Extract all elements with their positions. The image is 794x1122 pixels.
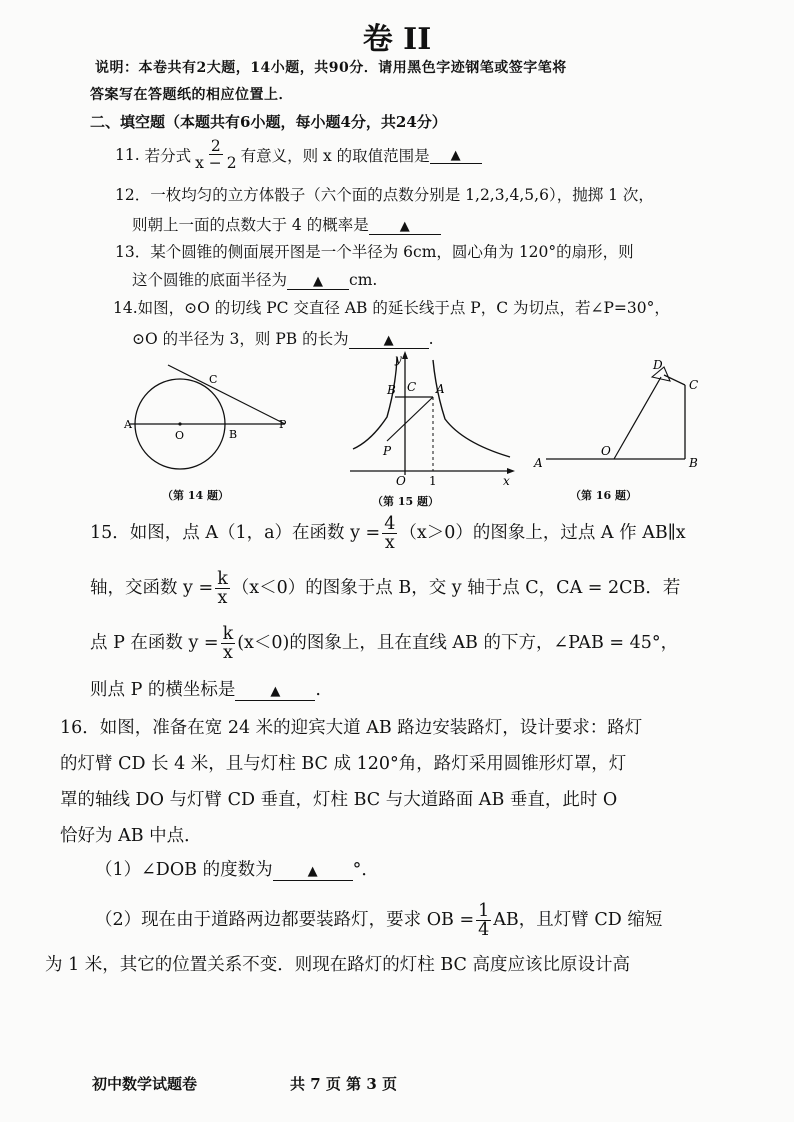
q11-text-post: 有意义，则 x 的取值范围是: [240, 146, 430, 165]
q12-line-2: [132, 213, 441, 235]
q13-line-1: 13．某个圆锥的侧面展开图是一个半径为 6cm，圆心角为 120°的扇形，则: [115, 243, 634, 261]
answer-placeholder-mark: ▲: [313, 274, 324, 289]
fig16-label-a: A: [534, 456, 543, 470]
paper-title: 卷 II: [362, 22, 432, 57]
fraction-numerator: 4: [384, 514, 396, 534]
q15-l4-pre: 则点 P 的横坐标是: [90, 680, 236, 700]
q15-l1-post: （x＞0）的图象上，过点 A 作 AB∥x: [399, 523, 686, 544]
q16-p1-pre: （1）∠DOB 的度数为: [95, 860, 273, 880]
fraction-numerator: k: [217, 569, 228, 589]
q12-answer-blank: [369, 216, 441, 235]
fig14-label-c: C: [209, 373, 218, 386]
curve-y-4-over-x: [433, 360, 510, 457]
q15-l4-post: .: [315, 680, 321, 700]
fig15-label-o: O: [396, 474, 406, 488]
q15-l3-fraction: [221, 625, 236, 663]
axis-do: [614, 377, 661, 459]
q13-text: 这个圆锥的底面半径为: [132, 271, 288, 289]
fig16-label-o: O: [601, 444, 611, 458]
figure-15-inverse-functions: [345, 345, 525, 495]
fig15-label-a: A: [436, 382, 445, 396]
q16-p2-pre: （2）现在由于道路两边都要装路灯，要求 OB =: [95, 910, 475, 931]
answer-placeholder-mark: ▲: [383, 333, 394, 348]
fraction-denominator: 4: [478, 920, 490, 941]
q11-fraction-denominator: x − 2: [195, 154, 237, 173]
q16-p1-post: °．: [352, 860, 379, 880]
q11-text-pre: 若分式: [144, 146, 192, 165]
answer-placeholder-mark: ▲: [450, 148, 461, 164]
fig14-label-p: P: [279, 418, 287, 431]
q16-p2-post: AB，且灯臂 CD 缩短: [493, 910, 663, 931]
fraction-numerator: k: [222, 624, 234, 644]
q15-line-4: [90, 682, 321, 701]
q16-p1-answer-blank: [273, 862, 353, 881]
q15-l2-fraction: [215, 570, 230, 608]
q11-fraction: [193, 138, 238, 172]
q13-line-2: [132, 268, 377, 290]
question-11: [115, 138, 482, 172]
q14-line-1: 14.如图，⊙O 的切线 PC 交直径 AB 的延长线于点 P，C 为切点，若∠P=30°，: [113, 299, 670, 317]
tangent-pc: [168, 365, 285, 424]
center-o-dot: [178, 422, 181, 425]
q13-answer-blank: [287, 271, 349, 290]
q12-line-1: 12．一枚均匀的立方体骰子（六个面的点数分别是 1,2,3,4,5,6），抛掷 1 次，: [115, 186, 654, 204]
segment-ap: [387, 397, 433, 441]
footer-subject: 初中数学试题卷: [92, 1075, 198, 1093]
q16-line-3: 罩的轴线 DO 与灯臂 CD 垂直，灯柱 BC 与大道路面 AB 垂直，此时 O: [60, 790, 618, 810]
fraction-numerator: 1: [478, 901, 490, 921]
fig15-label-x: x: [503, 474, 510, 488]
curve-y-k-over-x: [353, 357, 397, 449]
fig14-label-o: O: [175, 429, 185, 442]
q15-line-2: [90, 570, 680, 608]
q15-line-3: [90, 625, 678, 663]
answer-placeholder-mark: ▲: [399, 219, 410, 234]
footer-page-number: 共 7 页 第 3 页: [290, 1075, 397, 1093]
figure-14-caption: （第 14 题）: [162, 489, 229, 502]
q13-unit: cm.: [349, 271, 378, 289]
q11-answer-blank: [430, 145, 482, 164]
q15-l3-post: (x＜0)的图象上，且在直线 AB 的下方，∠PAB = 45°，: [237, 633, 679, 654]
fraction-denominator: x: [217, 588, 228, 609]
fig14-label-a: A: [124, 418, 132, 431]
answer-placeholder-mark: ▲: [307, 864, 318, 879]
fraction-denominator: x: [384, 533, 395, 554]
fig15-label-y: y: [395, 352, 402, 366]
fig16-label-b: B: [689, 456, 698, 470]
q16-line-1: 16．如图，准备在宽 24 米的迎宾大道 AB 路边安装路灯，设计要求：路灯: [60, 718, 643, 738]
figure-14-circle-tangent: [120, 355, 305, 470]
q15-l2-pre: 轴，交函数 y =: [90, 578, 214, 599]
fig15-label-c: C: [407, 380, 417, 394]
q16-part-2: [95, 902, 662, 940]
fig15-label-p: P: [383, 444, 392, 458]
answer-placeholder-mark: ▲: [270, 684, 281, 699]
q14-text: ⊙O 的半径为 3，则 PB 的长为: [132, 330, 349, 348]
q14-period: .: [428, 330, 434, 348]
q16-part-1: [95, 862, 379, 881]
q15-answer-blank: [235, 682, 315, 701]
fig14-label-b: B: [229, 428, 238, 441]
q15-l1-fraction: [382, 515, 397, 553]
figure-16-street-lamp: [530, 355, 720, 475]
q11-fraction-numerator: 2: [210, 137, 221, 155]
q16-p2-fraction: [476, 902, 491, 940]
q16-line-4: 恰好为 AB 中点．: [60, 826, 202, 846]
figure-16-caption: （第 16 题）: [570, 489, 637, 502]
instructions-line-1: 说明：本卷共有2大题，14小题，共90分．请用黑色字迹钢笔或签字笔将: [95, 60, 567, 76]
fig16-label-d: D: [653, 358, 663, 372]
fig16-label-c: C: [689, 378, 699, 392]
fig15-label-b: B: [387, 383, 396, 397]
section-heading-fill-in: 二、填空题（本题共有6小题，每小题4分，共24分）: [90, 113, 447, 131]
fig15-label-one: 1: [429, 474, 437, 488]
q12-text: 则朝上一面的点数大于 4 的概率是: [132, 216, 369, 234]
q15-line-1: [90, 515, 686, 553]
figure-15-caption: （第 15 题）: [372, 495, 439, 508]
fraction-denominator: x: [222, 643, 233, 664]
q15-l1-pre: 15．如图，点 A（1，a）在函数 y =: [90, 523, 381, 544]
q16-last-line: 为 1 米，其它的位置关系不变．则现在路灯的灯柱 BC 高度应该比原设计高: [45, 955, 630, 975]
q15-l3-pre: 点 P 在函数 y =: [90, 633, 219, 654]
q15-l2-post: （x＜0）的图象于点 B，交 y 轴于点 C，CA = 2CB．若: [231, 578, 681, 599]
q11-number: 11.: [115, 145, 140, 164]
y-axis-arrow-icon: [402, 351, 408, 359]
instructions-line-2: 答案写在答题纸的相应位置上．: [90, 87, 293, 103]
q16-line-2: 的灯臂 CD 长 4 米，且与灯柱 BC 成 120°角，路灯采用圆锥形灯罩，灯: [60, 754, 627, 774]
